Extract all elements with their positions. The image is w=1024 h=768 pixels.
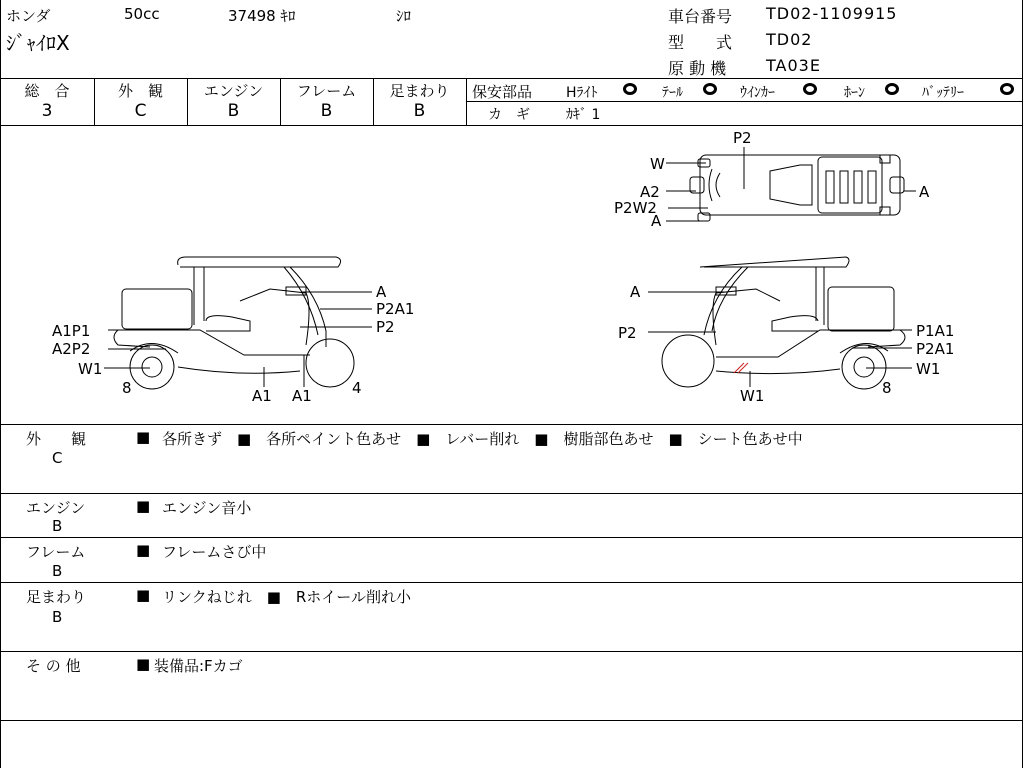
grade-exterior-value: C (134, 101, 147, 121)
safety-item-horn: ﾎｰﾝ (844, 85, 865, 101)
remark-exterior-text: 各所きず ■ 各所ペイント色あせ ■ レバー削れ ■ 樹脂部色あせ ■ シート色あせ中 (162, 430, 803, 448)
engine-model-label: 原 動 機 (668, 59, 727, 78)
top-label-a-rear: A (919, 183, 930, 201)
divider-remark-3 (0, 582, 1023, 583)
grade-exterior-label: 外 観 (117, 82, 163, 100)
right-label-8: 8 (882, 379, 892, 397)
safety-label: 保安部品 (472, 83, 533, 101)
safety-item-winker: ｳｲﾝｶｰ (740, 85, 775, 101)
right-label-p2a1: P2A1 (916, 340, 955, 358)
right-label-p2: P2 (618, 324, 637, 342)
grade-overall-value: 3 (41, 101, 53, 121)
grade-suspension-label: 足まわり (389, 82, 450, 100)
winker-ok-mark (803, 83, 817, 95)
remark-exterior-label: 外 観 (26, 430, 87, 448)
divider-remark-1 (0, 493, 1023, 494)
remark-other-label: そ の 他 (26, 657, 81, 675)
model-name: ｼﾞｬｲﾛX (6, 31, 70, 55)
grade-engine-value: B (227, 101, 240, 121)
left-label-p2a1: P2A1 (376, 300, 415, 318)
horn-ok-mark (885, 83, 899, 95)
displacement: 50cc (124, 5, 160, 23)
remark-other-text: 装備品:Fカゴ (154, 657, 243, 675)
left-label-a1p1: A1P1 (52, 322, 91, 340)
left-label-a1-1: A1 (252, 387, 272, 405)
left-label-a1-2: A1 (292, 387, 312, 405)
divider-header (0, 78, 1023, 79)
type-value: TD02 (766, 30, 813, 49)
left-label-4: 4 (352, 379, 362, 397)
top-label-a2: A2 (640, 183, 660, 201)
left-label-w1: W1 (78, 360, 103, 378)
mileage: 37498 ｷﾛ (228, 7, 296, 25)
top-label-w: W (650, 155, 665, 173)
engine-model-value: TA03E (766, 56, 821, 75)
remark-frame-grade: B (52, 562, 63, 580)
left-label-p2: P2 (376, 318, 395, 336)
safety-item-headlight: Hﾗｲﾄ (566, 85, 598, 101)
remark-exterior-grade: C (52, 449, 63, 467)
remark-frame-label: フレーム (26, 543, 86, 561)
remark-exterior-bullet (136, 428, 150, 446)
top-label-a-front: A (651, 212, 662, 230)
battery-ok-mark (1000, 83, 1014, 95)
remark-suspension-label: 足まわり (26, 588, 87, 606)
headlight-ok-mark (623, 83, 637, 95)
key-label: カ ギ (488, 107, 530, 123)
remark-suspension-grade: B (52, 608, 63, 626)
grade-col-5 (466, 78, 467, 125)
chassis-label: 車台番号 (668, 7, 733, 26)
remark-engine-text: エンジン音小 (162, 499, 252, 517)
top-label-p2: P2 (733, 129, 752, 147)
left-label-a: A (376, 283, 387, 301)
chassis-value: TD02-1109915 (766, 4, 898, 23)
top-view-drawing (690, 155, 904, 221)
top-label-p2w2: P2W2 (614, 199, 657, 217)
scooter-diagram (0, 125, 1024, 425)
remark-engine-label: エンジン (26, 499, 86, 517)
left-side-view-drawing (114, 257, 354, 389)
tail-ok-mark (703, 83, 717, 95)
key-value: ｶｷﾞ 1 (566, 107, 601, 123)
grade-frame-label: フレーム (296, 82, 357, 100)
make: ホンダ (6, 7, 51, 25)
remark-frame-bullet (136, 541, 150, 559)
grade-frame-value: B (320, 101, 333, 121)
remark-other-bullet (136, 655, 150, 673)
type-label: 型 式 (668, 33, 733, 52)
grade-suspension-value: B (413, 101, 426, 121)
right-label-w1-bottom: W1 (740, 387, 765, 405)
right-label-a: A (630, 283, 641, 301)
right-side-view-drawing (662, 257, 905, 389)
remark-engine-grade: B (52, 517, 63, 535)
remark-suspension-text: リンクねじれ ■ Rホイール削れ小 (162, 588, 411, 606)
safety-item-battery: ﾊﾞｯﾃﾘｰ (922, 85, 964, 101)
left-label-8: 8 (122, 379, 132, 397)
divider-remark-4 (0, 651, 1023, 652)
remark-suspension-bullet (136, 586, 150, 604)
divider-remark-2 (0, 537, 1023, 538)
remark-frame-text: フレームさび中 (162, 543, 267, 561)
divider-remark-5 (0, 720, 1023, 721)
right-label-p1a1: P1A1 (916, 322, 955, 340)
grade-overall-label: 総 合 (24, 82, 70, 100)
grade-engine-label: エンジン (203, 82, 264, 100)
remark-engine-bullet (136, 497, 150, 515)
safety-item-tail: ﾃｰﾙ (662, 85, 683, 101)
right-label-w1-side: W1 (916, 360, 941, 378)
left-label-a2p2: A2P2 (52, 340, 91, 358)
color: ｼﾛ (396, 7, 412, 25)
